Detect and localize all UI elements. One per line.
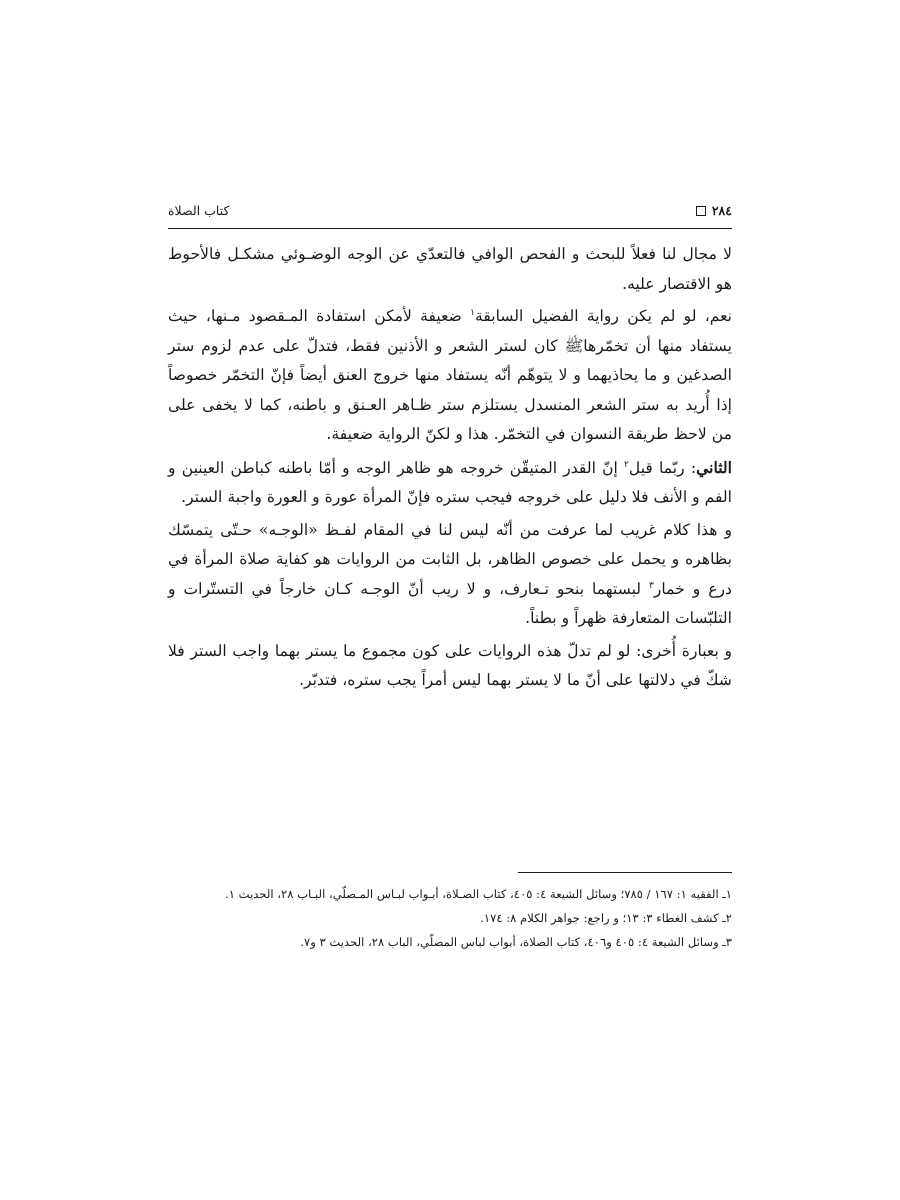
- footnote-ref: ٣: [649, 580, 654, 591]
- footnote-3: ٣ـ وسائل الشيعة ٤: ٤٠٥ و٤٠٦، كتاب الصلاة، أبواب لباس المصلّي، الباب ٢٨، الحديث ٣ و٧.: [300, 935, 732, 949]
- main-text: [168, 240, 732, 699]
- paragraph-text: لا مجال لنا فعلاً للبحث و الفحص الوافي فالتعدّي عن الوجه الوضـوئي مشكـل فالأحوط هو الاقتصار عليه.: [168, 245, 732, 293]
- footnote-rule: [518, 872, 732, 873]
- paragraph-lead: الثاني: [696, 457, 732, 477]
- paragraph-3: [168, 453, 732, 513]
- paragraph-1: [168, 240, 732, 299]
- footnote-1: ١ـ الفقيه ١: ١٦٧ / ٧٨٥؛ وسائل الشيعة ٤: ٤٠٥، كتاب الصـلاة، أبـواب لبـاس المـصلّي، البـاب ٢٨، الحديث ١.: [225, 887, 732, 901]
- footnote-ref: ٢: [624, 459, 629, 470]
- paragraph-text: نعم، لو لم يكن رواية الفضيل السابقة: [475, 307, 732, 325]
- footnotes: [168, 882, 732, 954]
- paragraph-text-after: إنّ القدر المتيقّن خروجه هو ظاهر الوجه و أمّا باطنه كباطن العينين و الفم و الأنف فلا دليل على خروجه فيجب ستره فإنّ المرأة عورة و العورة واجبة الستر.: [168, 458, 732, 506]
- paragraph-5: [168, 637, 732, 696]
- paragraph-text: : ربّما قيل: [628, 458, 697, 477]
- running-title: كتاب الصلاة: [168, 203, 230, 218]
- footnote-2: ٢ـ كشف الغطاء ٣: ١٣؛ و راجع: جواهر الكلام ٨: ١٧٤.: [480, 911, 732, 925]
- paragraph-text: و هذا كلام غريب لما عرفت من أنّه ليس لنا في المقام لفـظ «الوجـه» حـتّى يتمسّك بظاهره و يحمل على خصوص الظاهر، بل الثابت من الروايات هو كفاية صلاة المرأة في درع و خمار: [168, 520, 732, 598]
- header-rule: [168, 228, 732, 229]
- paragraph-4: [168, 516, 732, 634]
- footnote-ref: ١: [470, 307, 475, 318]
- paragraph-text-after: لبستهما بنحو تـعارف، و لا ريب أنّ الوجـه كـان خارجاً في التستّرات و التلبّسات المتعارفة ظهراً و بطناً.: [168, 579, 732, 627]
- square-box-icon: [696, 206, 706, 216]
- page-header: [168, 200, 732, 226]
- paragraph-2: [168, 302, 732, 450]
- paragraph-text-after: ضعيفة لأمكن استفادة المـقصود مـنها، حيث يستفاد منها أن تخمّرهاﷺ كان لستر الشعر و الأذنين فقط، فتدلّ على عدم لزوم ستر الصدغين و ما يحاذيهما و لا يتوهّم أنّه يستفاد منها خروج العنق أيضاً فإنّ التخمّر خصوصاً إذا أُريد به ستر الشعر المنسدل يستلزم ستر ظـاهر العـنق و باطنه، كما لا يخفى على من لاحظ طريقة النسوان في التخمّر. هذا و لكنّ الرواية ضعيفة.: [168, 307, 732, 443]
- page-number-text: ٢٨٤: [711, 203, 732, 218]
- book-page: [168, 200, 732, 1100]
- paragraph-text: و بعبارة أُخرى: لو لم تدلّ هذه الروايات على كون مجموع ما يستر بهما واجب الستر فلا شكّ في دلالتها على أنّ ما لا يستر بهما ليس أمراً يجب ستره، فتدبّر.: [168, 641, 732, 689]
- page-number: [696, 203, 732, 218]
